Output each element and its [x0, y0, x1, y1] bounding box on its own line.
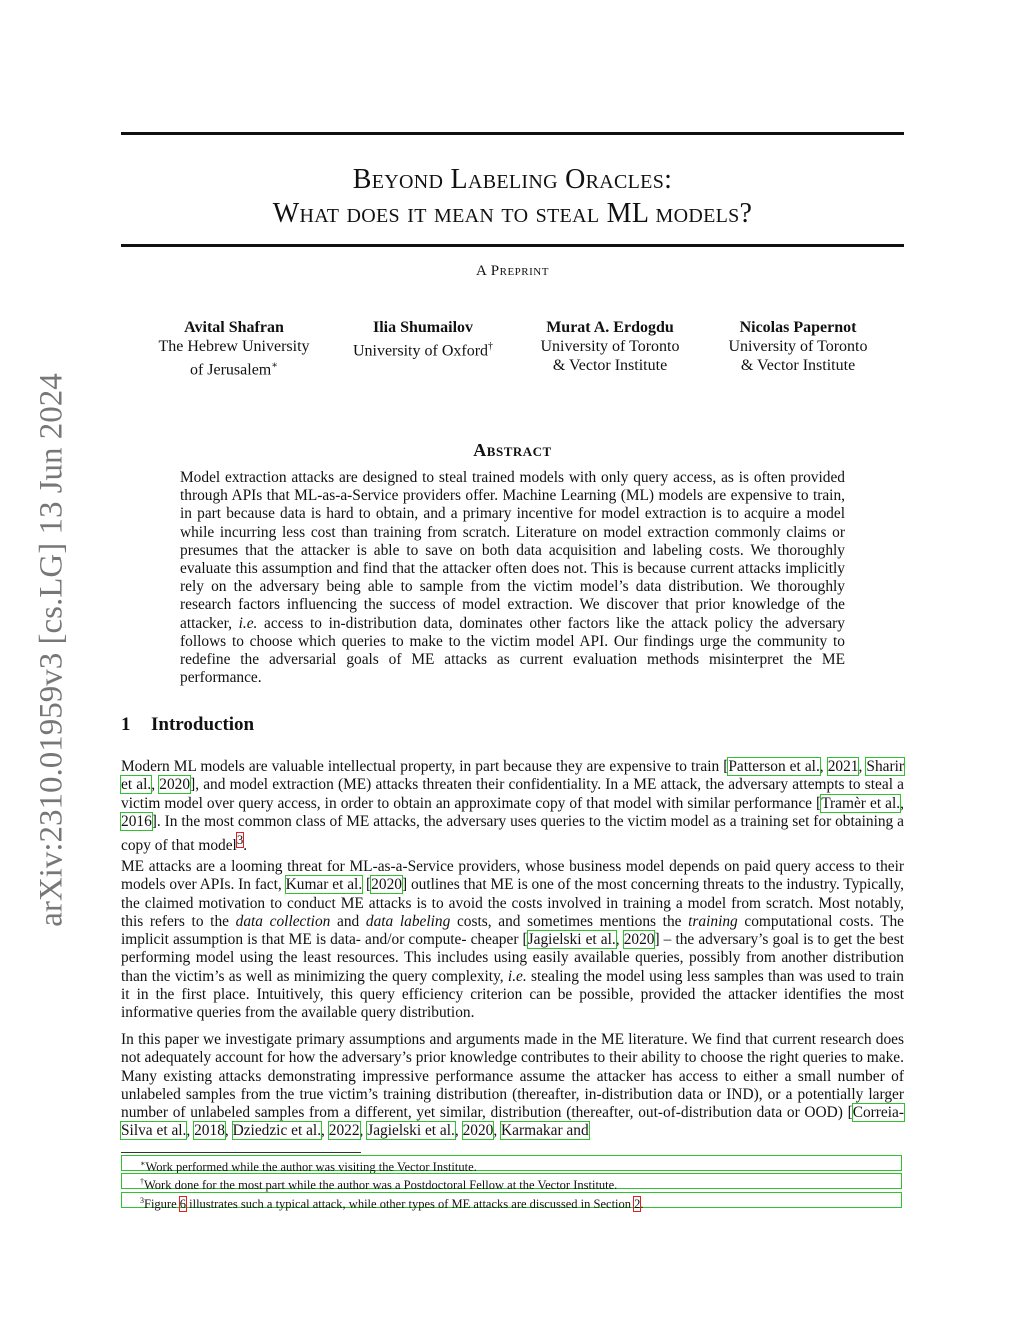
author-block: [510, 318, 710, 375]
citation-link[interactable]: Jagielski et al.: [527, 931, 616, 949]
author-affiliation-line-2: & Vector Institute: [552, 357, 668, 374]
footnote-2[interactable]: †Work done for the most part while the author was a Postdoctoral Fellow at the Vector Institute.: [121, 1173, 902, 1189]
citation-link[interactable]: Dziedzic et al.: [232, 1122, 322, 1140]
citation-link[interactable]: 2020: [371, 876, 402, 894]
intro-paragraph-1: Modern ML models are valuable intellectual property, in part because they are expensive to train [Patterson et al., 2021, Sharir et al., 2020], and model extraction (ME) attacks threaten their confidentiality. In a ME attack, the adversary attempts to steal a victim model over query access, in order to obtain an approximate copy of that model with similar performance [Tramèr et al., 2016]. In the most common class of ME attacks, the adversary uses queries to the victim model as a training set for obtaining a copy of that model$^3$.: [121, 758, 905, 855]
author-name: Ilia Shumailov: [372, 319, 474, 336]
arxiv-identifier-stamp: arXiv:2310.01959v3 [cs.LG] 13 Jun 2024: [33, 373, 70, 927]
section-reference-link[interactable]: 2: [634, 1197, 641, 1212]
author-name: Avital Shafran: [184, 319, 284, 336]
citation-link[interactable]: Correia-Silva et al.: [121, 1104, 904, 1140]
intro-paragraph-2: ME attacks are a looming threat for ML-as-a-Service providers, whose business model depends on paid query access to their models over APIs. In fact, Kumar et al. [2020] outlines that ME is one of the most concerning threats to the industry. Typically, the claimed motivation to conduct ME attacks is to avoid the costs involved in training a model from scratch. Most notably, this refers to the data collection and data labeling costs, and sometimes mentions the training computational costs. The implicit assumption is that ME is data- and/or compute- cheaper [Jagielski et al., 2020] – the adversary’s goal is to get the best performing model using the least resources. This includes using easily available queries, possibly from another distribution than the victim’s as well as minimizing the query complexity, i.e. stealing the model using less samples than was used to train it in the first place. Intuitively, this query efficiency criterion can be possible, provided the attacker identifies the most informative queries from the available query distribution.: [121, 858, 905, 1022]
citation-link[interactable]: 2020: [623, 931, 655, 949]
footnote-link[interactable]: 3: [236, 833, 244, 848]
author-affiliation: University of Toronto: [540, 338, 680, 355]
title-bottom-rule: [121, 244, 904, 247]
author-name: Nicolas Papernot: [739, 319, 857, 336]
citation-link[interactable]: 2022: [328, 1122, 360, 1140]
paper-title-line-2: What does it mean to steal ML models?: [272, 198, 753, 229]
intro-paragraph-3: In this paper we investigate primary assumptions and arguments made in the ME literature. We find that current research does not adequately account for how the adversary’s prior knowledge contributes to their ability to choose the right queries to make. Many existing attacks demonstrating impressive performance assume the attacker has access to either a small number of unlabeled samples from the true victim’s training distribution (thereafter, in-distribution data or IND), or a potentially larger number of unlabeled samples from a different, yet similar, distribution (thereafter, out-of-distribution data or OOD) [Correia-Silva et al., 2018, Dziedzic et al., 2022, Jagielski et al., 2020, Karmakar and: [121, 1031, 904, 1140]
citation-link[interactable]: 2018: [194, 1122, 225, 1140]
abstract-body: Model extraction attacks are designed to steal trained models with only query access, as is often provided through APIs that ML-as-a-Service providers offer. Machine Learning (ML) models are expensive to train, in part because data is hard to obtain, and a primary incentive for model extraction is to acquire a model while incurring less cost than training from scratch. Literature on model extraction commonly claims or presumes that the attacker is able to save on both data acquisition and labeling costs. We thoroughly evaluate this assumption and find that the attacker often does not. This is because current attacks implicitly rely on the adversary being able to sample from the victim model’s data distribution. We thoroughly research factors influencing the success of model extraction. We discover that prior knowledge of the attacker, i.e. access to in-distribution data, dominates other factors like the attack policy the adversary follows to choose which queries to make to the victim model API. Our findings urge the community to redefine the adversarial goals of ME attacks as current evaluation methods misinterpret the ME performance.: [180, 469, 846, 687]
footnote-3[interactable]: $^3$Figure 6 illustrates such a typical attack, while other types of ME attacks are discussed in Section 2.: [121, 1192, 902, 1208]
citation-link[interactable]: Patterson et al.: [728, 758, 820, 775]
citation-link[interactable]: Tramèr et al.: [821, 794, 901, 812]
author-affiliation-line-2: of Jerusalem∗: [189, 360, 279, 379]
citation-link[interactable]: 2020: [159, 776, 191, 794]
author-affiliation-line-2: & Vector Institute: [740, 357, 856, 374]
citation-link[interactable]: 2021: [827, 758, 859, 775]
footnote-marker: ∗: [271, 360, 279, 371]
citation-link[interactable]: Jagielski et al.: [367, 1122, 455, 1140]
author-affiliation: University of Oxford†: [352, 341, 494, 360]
abstract-heading: Abstract: [473, 440, 552, 460]
citation-link[interactable]: 2016: [121, 812, 152, 830]
paper-title-line-1: Beyond Labeling Oracles:: [352, 164, 673, 195]
citation-link[interactable]: 2020: [462, 1122, 494, 1140]
citation-link[interactable]: Sharir et al.: [121, 758, 905, 794]
author-block: [134, 318, 334, 379]
author-block: [698, 318, 898, 375]
section-heading-introduction: 1 Introduction: [121, 714, 255, 735]
preprint-label: A Preprint: [476, 263, 549, 279]
citation-link[interactable]: Karmakar and: [501, 1122, 589, 1140]
footnote-separator: [121, 1152, 361, 1153]
footnote-marker: †: [488, 341, 494, 352]
author-block: [323, 318, 523, 360]
author-affiliation: The Hebrew University: [158, 338, 310, 355]
author-name: Murat A. Erdogdu: [546, 319, 674, 336]
author-affiliation: University of Toronto: [728, 338, 868, 355]
citation-link[interactable]: Kumar et al.: [285, 876, 363, 894]
title-top-rule: [121, 132, 904, 135]
footnote-1[interactable]: ∗Work performed while the author was visiting the Vector Institute.: [121, 1155, 902, 1171]
figure-reference-link[interactable]: 6: [179, 1197, 187, 1212]
